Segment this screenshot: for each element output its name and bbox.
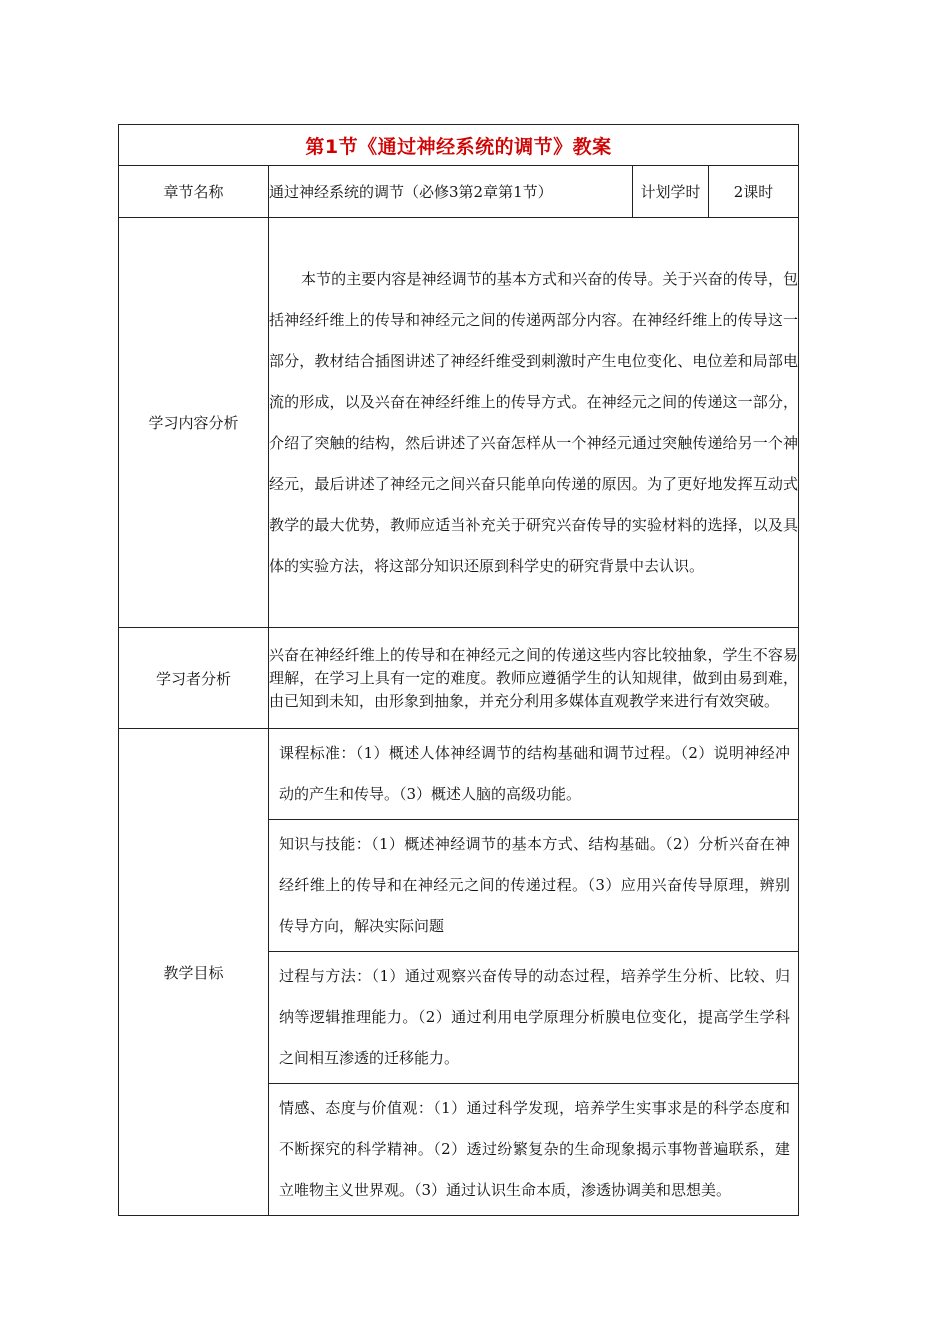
teaching-goals-list xyxy=(269,729,799,1216)
goal-emotion-attitude-values: 情感、态度与价值观：（1）通过科学发现，培养学生实事求是的科学态度和不断探究的科学精神。（2）透过纷繁复杂的生命现象揭示事物普遍联系，建立唯物主义世界观。（3）通过认识生命本质，渗透协调美和思想美。 xyxy=(269,1083,798,1215)
content-analysis-row xyxy=(119,218,799,628)
goal-knowledge-skills: 知识与技能：（1）概述神经调节的基本方式、结构基础。（2）分析兴奋在神经纤维上的传导和在神经元之间的传递过程。（3）应用兴奋传导原理，辨别传导方向，解决实际问题 xyxy=(269,819,798,951)
learner-analysis-label: 学习者分析 xyxy=(119,628,269,729)
lesson-plan-table xyxy=(118,124,799,1216)
planned-hours-label: 计划学时 xyxy=(633,166,709,218)
learner-analysis-row xyxy=(119,628,799,729)
goal-curriculum-standard: 课程标准：（1）概述人体神经调节的结构基础和调节过程。（2）说明神经冲动的产生和传导。（3）概述人脑的高级功能。 xyxy=(279,744,791,803)
title-row xyxy=(119,125,799,166)
chapter-label: 章节名称 xyxy=(119,166,269,218)
teaching-goals-label: 教学目标 xyxy=(119,729,269,1216)
content-analysis-text: 本节的主要内容是神经调节的基本方式和兴奋的传导。关于兴奋的传导，包括神经纤维上的传导和神经元之间的传递两部分内容。在神经纤维上的传导这一部分，教材结合插图讲述了神经纤维受到刺激时产生电位变化、电位差和局部电流的形成，以及兴奋在神经纤维上的传导方式。在神经元之间的传递这一部分，介绍了突触的结构，然后讲述了兴奋怎样从一个神经元通过突触传递给另一个神经元，最后讲述了神经元之间兴奋只能单向传递的原因。为了更好地发挥互动式教学的最大优势，教师应适当补充关于研究兴奋传导的实验材料的选择，以及具体的实验方法，将这部分知识还原到科学史的研究背景中去认识。 xyxy=(269,218,799,628)
learner-analysis-text: 兴奋在神经纤维上的传导和在神经元之间的传递这些内容比较抽象，学生不容易理解，在学习上具有一定的难度。教师应遵循学生的认知规律，做到由易到难，由已知到未知，由形象到抽象，并充分利用多媒体直观教学来进行有效突破。 xyxy=(269,628,799,729)
content-analysis-label: 学习内容分析 xyxy=(119,218,269,628)
teaching-goals-row xyxy=(119,729,799,1216)
chapter-row xyxy=(119,166,799,218)
goal-process-methods: 过程与方法：（1）通过观察兴奋传导的动态过程，培养学生分析、比较、归纳等逻辑推理能力。（2）通过利用电学原理分析膜电位变化，提高学生学科之间相互渗透的迁移能力。 xyxy=(269,951,798,1083)
document-title: 第1节《通过神经系统的调节》教案 xyxy=(119,125,799,166)
planned-hours-value: 2课时 xyxy=(709,166,799,218)
chapter-value: 通过神经系统的调节（必修3第2章第1节） xyxy=(269,166,633,218)
